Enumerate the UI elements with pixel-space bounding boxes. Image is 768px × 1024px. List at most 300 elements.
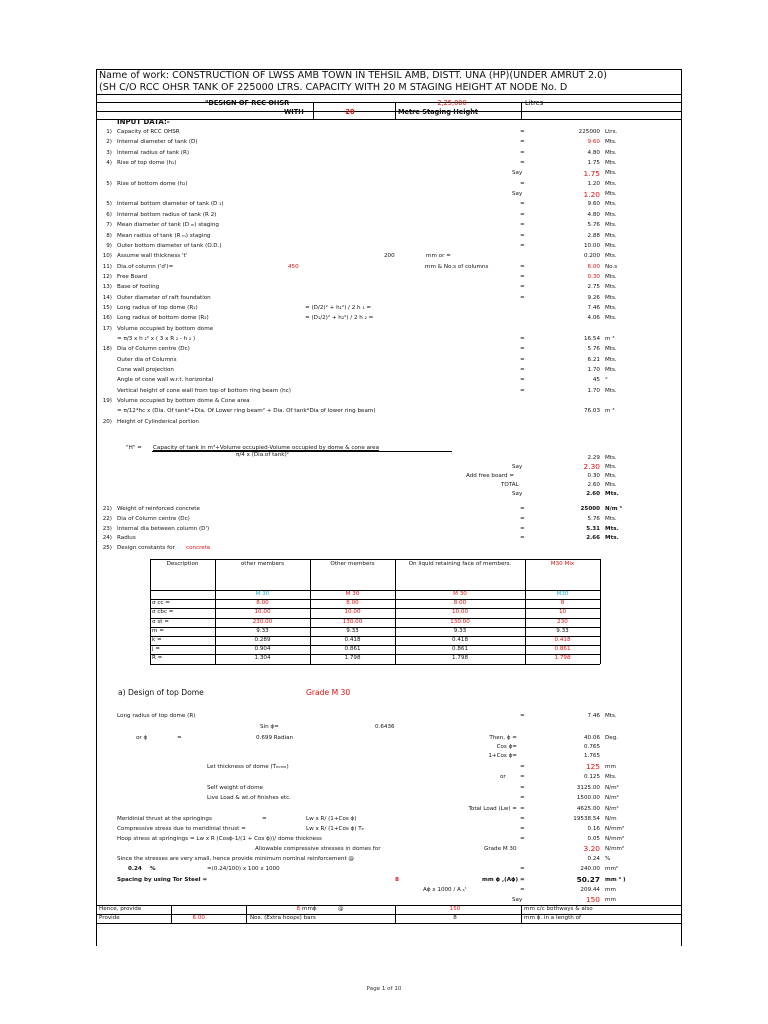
input2-row-2-eq: = [520, 525, 525, 532]
input-row-25-label: Vertical height of cone wall from top of bottom ring beam (hc) [117, 387, 291, 394]
table-grade-cell: M 30 [255, 591, 270, 597]
input-row-25-eq: = [520, 387, 525, 394]
table-cell: 8.00 [256, 600, 269, 607]
input-row-21-no: 18) [102, 346, 112, 353]
input-row-5-value: 1.20 [587, 180, 600, 187]
table-cell: 1.798 [344, 655, 361, 662]
input-row-12-unit: Mts. [605, 253, 617, 260]
table-rule [150, 664, 600, 665]
input-row-26-label: Volume occupied by bottom dome & Cone area [117, 398, 250, 405]
input-row-2-value: 4.80 [587, 149, 600, 156]
table-rule [150, 559, 151, 664]
thickness-value: 125 [585, 762, 600, 771]
h-total: TOTAL [501, 482, 519, 488]
input-row-23-label: Cone wall projection [117, 367, 174, 374]
provide-bars: Nos. (Extra hoops) bars [250, 915, 316, 921]
input-row-7-value: 9.60 [587, 201, 600, 208]
input-row-8-eq: = [520, 211, 525, 218]
input-row-11-no: 9) [106, 242, 112, 249]
self-weight-unit: N/m² [605, 785, 619, 791]
rule [96, 923, 681, 924]
then-value: 40.06 [583, 735, 600, 741]
or-label: or [500, 774, 506, 780]
staging-value: 20 [345, 108, 355, 116]
input2-row-3-eq: = [520, 535, 525, 542]
input-row-20-unit: m ³ [605, 336, 615, 342]
radian-value: 0.699 Radian [256, 735, 294, 741]
long-radius-label: Long radius of top dome (R) [117, 713, 196, 719]
input2-row-0-value: 25000 [580, 506, 600, 512]
input-row-9-value: 5.76 [587, 222, 600, 229]
table-cell: 0.418 [554, 637, 571, 643]
table-header: other members [240, 561, 285, 567]
input-row-9-no: 7) [106, 222, 112, 229]
provide-count: 6.00 [192, 915, 205, 921]
input2-row-1-unit: Mts. [605, 515, 617, 522]
a-value: 209.44 [580, 887, 600, 893]
input-row-27-unit: m ³ [605, 408, 615, 415]
table-cell: 9.33 [346, 627, 359, 634]
thickness-unit: mm [605, 764, 616, 770]
total-load-value: 4625.00 [576, 806, 600, 812]
h-val4: 2.60 [587, 482, 600, 488]
table-header: On liquid retaining face of members. [408, 561, 512, 567]
area-value: 240.00 [580, 866, 600, 872]
input2-row-4-no: 25) [102, 545, 112, 552]
table-header: Other members [330, 561, 375, 567]
table-cell: 130.00 [450, 618, 470, 625]
input-row-7-no: 5) [106, 201, 112, 208]
table-cell: k = [152, 637, 162, 643]
rule [96, 905, 681, 906]
table-cell: 1.798 [451, 655, 468, 662]
input-row-16-value: 9.26 [587, 294, 600, 301]
input2-row-1-label: Dia of Column centre (Dc) [117, 515, 190, 522]
input2-row-4-label: Design constants for [117, 545, 175, 552]
input-row-15-eq: = [520, 284, 525, 291]
rule [96, 102, 681, 103]
allowable-grade: Grade M 30 [484, 846, 517, 852]
input-row-12-label: Assume wall thickness 't' [117, 253, 188, 260]
input-row-1-no: 2) [106, 139, 112, 146]
h-unit3: Mts. [605, 473, 617, 479]
input2-row-0-label: Weight of reinforced concrete [117, 506, 200, 512]
pct-unit: % [150, 866, 156, 872]
input-row-21-unit: Mts. [605, 346, 617, 353]
rule [395, 905, 396, 923]
thickness-m: 0.125 [583, 774, 600, 780]
input-row-23-eq: = [520, 367, 525, 374]
input-row-11-unit: Mts. [605, 242, 617, 249]
input-row-4-value: 1.75 [583, 169, 600, 179]
input-row-28-no: 20) [102, 418, 112, 425]
input-row-11-value: 10.00 [583, 242, 600, 249]
hence-note: mm c/c bothways & also [524, 906, 593, 912]
hence-label: Hence, provide [99, 906, 142, 912]
hoop-unit: N/mm² [605, 836, 625, 842]
rule [521, 905, 522, 923]
input-row-11-eq: = [520, 242, 525, 249]
capacity-value: 2,25,000 [437, 99, 467, 107]
table-cell: 0.861 [554, 646, 571, 653]
h-val3: 0.30 [587, 473, 600, 479]
input-row-2-label: Internal radius of tank (R) [117, 149, 190, 156]
input2-row-1-value: 5.76 [587, 515, 600, 522]
input2-row-3-unit: Mts. [605, 535, 619, 542]
input-row-3-no: 4) [106, 160, 112, 167]
input-row-2-no: 3) [106, 149, 112, 156]
self-weight-value: 3125.00 [576, 785, 600, 791]
table-cell: 9.33 [256, 627, 269, 634]
pct-value: 0.24 [128, 866, 142, 872]
h-val2: 2.30 [583, 462, 600, 471]
input-row-3-value: 1.75 [587, 160, 600, 167]
input-row-12-no: 10) [102, 253, 112, 260]
rule [96, 111, 681, 112]
hoop-value: 0.05 [587, 836, 600, 842]
table-cell: 230.00 [252, 618, 273, 625]
input-row-4-say: Say [512, 170, 523, 177]
table-cell: R = [152, 655, 163, 662]
input-row-24-eq: = [520, 377, 525, 384]
since-value: 0.24 [587, 856, 600, 862]
input-row-13-mid2: mm & No.s of columns [425, 263, 489, 270]
h-say2: Say [512, 491, 523, 497]
input-row-10-label: Mean radius of tank (R ₘ) staging [117, 232, 211, 239]
input-row-21-label: Dia of Column centre (Dc) [117, 346, 190, 353]
input-row-27-value: 76.03 [583, 408, 600, 415]
table-cell: 130.00 [342, 618, 363, 625]
compressive-value: 0.16 [587, 826, 600, 832]
input-row-7-label: Internal bottom diameter of tank (D ₁) [117, 201, 224, 208]
h-numerator: Capacity of tank in m³+Volume occupied-Volume occupied by dome & cone area [153, 445, 380, 451]
sin-label: Sin ϕ= [260, 724, 279, 730]
onecos-value: 1.765 [583, 753, 600, 759]
input-row-9-unit: Mts. [605, 222, 617, 229]
input-row-22-eq: = [520, 356, 525, 363]
hence-mm: mmϕ [302, 906, 317, 912]
input-row-17-formula: = (D/2)² + h₁²) / 2 h ₁ = [305, 304, 372, 311]
input-row-3-label: Rise of top dome (h₁) [117, 160, 177, 167]
input-row-24-label: Angle of cone wall w.r.t. horizontal [117, 377, 214, 384]
input-row-7-eq: = [520, 201, 525, 208]
input-row-15-label: Base of footing [117, 284, 160, 291]
h-val1: 2.29 [587, 455, 600, 461]
table-header: Description [166, 561, 199, 567]
input-row-8-value: 4.80 [587, 211, 600, 218]
input-row-1-label: Internal diameter of tank (D) [117, 139, 198, 146]
dome-grade: Grade M 30 [306, 688, 351, 697]
input-row-17-label: Long radius of top dome (R₁) [117, 304, 198, 311]
input2-row-4-label-red: concrete [186, 545, 211, 552]
spacing-mm: mm ϕ ,(Aϕ) = [482, 877, 525, 883]
input-row-0-eq: = [520, 129, 525, 135]
hence-spacing: 150 [449, 906, 461, 912]
table-cell: 0.418 [344, 637, 361, 643]
input-row-22-value: 6.21 [587, 356, 600, 363]
allowable-unit: N/mm² [605, 846, 625, 852]
input2-row-1-no: 22) [102, 515, 112, 522]
long-radius-unit: Mts. [605, 713, 617, 719]
input-row-5-eq: = [520, 180, 525, 187]
h-unit1: Mts. [605, 455, 617, 461]
input-row-1-unit: Mts. [605, 139, 617, 146]
input-row-16-label: Outer diameter of raft foundation [117, 294, 211, 301]
input-row-17-unit: Mts. [605, 304, 617, 311]
input-row-12-mid2: mm or = [426, 253, 451, 260]
h-unit4: Mts. [605, 482, 617, 488]
table-cell: 10.00 [254, 609, 271, 616]
h-symbol: "H" = [126, 445, 142, 451]
input-row-19-label: Volume occupied by bottom dome [117, 325, 214, 332]
input2-row-0-no: 21) [102, 506, 112, 512]
table-cell: 8 [560, 600, 565, 607]
input-row-24-value: 45 [592, 377, 600, 384]
table-grade-cell: M 30 [453, 591, 467, 597]
table-cell: 230 [557, 618, 568, 625]
rule [395, 102, 396, 119]
input-row-13-eq: = [520, 263, 525, 270]
onecos-label: 1+Cos ϕ= [488, 753, 517, 759]
capacity-unit: Litres [525, 99, 544, 107]
total-load-label: Total Load (Lw) = [468, 806, 517, 812]
rule [521, 102, 522, 119]
input-row-14-label: Free Board [117, 273, 148, 280]
input2-row-2-label: Internal dia between column (D') [117, 525, 210, 532]
input-row-13-no: 11) [102, 263, 112, 270]
provide-note: mm ϕ. in a length of [524, 915, 582, 921]
say-unit: mm [605, 897, 616, 903]
input-row-6-value: 1.20 [583, 190, 600, 200]
input-row-3-unit: Mts. [605, 160, 617, 167]
provide-dia: 8 [453, 915, 457, 921]
since-unit: % [605, 856, 611, 862]
input-row-20-value: 16.54 [583, 336, 600, 342]
input2-row-0-eq: = [520, 506, 525, 512]
area-unit: mm² [605, 866, 619, 872]
input-row-13-unit: No.s [605, 263, 618, 270]
meridional-unit: N/m [605, 816, 617, 822]
input2-row-1-eq: = [520, 515, 525, 522]
input-row-4-unit: Mts. [605, 170, 617, 177]
compressive-label: Compressive stress due to meridinial thrust = [117, 826, 246, 832]
h-free-board: Add free board = [466, 473, 515, 479]
meridional-formula: Lw x R/ (1+Cos ϕ) [306, 816, 357, 822]
input-row-23-value: 1.70 [587, 367, 600, 374]
table-cell: σ st = [152, 618, 169, 625]
rule [246, 905, 247, 923]
input-row-5-label: Rise of bottom dome (h₂) [117, 180, 188, 187]
input2-row-2-value: 5.31 [586, 525, 600, 532]
live-load-unit: N/m² [605, 795, 619, 801]
input-row-5-no: 5) [106, 180, 112, 187]
input-row-11-label: Outer bottom diameter of tank (O.D.) [117, 242, 222, 249]
table-cell: j = [152, 646, 161, 653]
table-cell: 9.33 [556, 627, 569, 634]
table-cell: σ cbc = [152, 609, 174, 616]
input-row-0-value: 225000 [578, 129, 600, 135]
input-row-18-unit: Mts. [605, 315, 617, 322]
input-row-18-formula: = (D₁/2)² + h₂²) / 2 h ₂ = [305, 315, 374, 322]
hence-dia: 8 [296, 906, 300, 912]
input-row-16-unit: Mts. [605, 294, 617, 301]
input-row-19-no: 17) [102, 325, 112, 332]
input-row-17-value: 7.46 [587, 304, 600, 311]
table-cell: σ cc = [152, 600, 170, 607]
input-row-10-value: 2.88 [587, 232, 600, 239]
then-unit: Deg. [605, 735, 619, 741]
input-row-10-no: 8) [106, 232, 112, 239]
dome-title: a) Design of top Dome [118, 688, 204, 697]
input-row-22-label: Outer dia of Columns [117, 356, 177, 363]
with-label: WITH [284, 108, 304, 116]
cos-label: Cos ϕ= [496, 744, 517, 750]
table-cell: 0.861 [451, 646, 468, 653]
input-row-13-mid: 450 [288, 263, 299, 270]
hoop-label: Hoop stress at springings = Lw x R (Cosϕ-1/(1 + Cos ϕ))/ dome thickness [117, 836, 322, 842]
spacing-area-unit: mm ² ) [605, 877, 626, 883]
header-line-2: (SH C/O RCC OHSR TANK OF 225000 LTRS. CAPACITY WITH 20 M STAGING HEIGHT AT NODE No. D [99, 82, 568, 93]
h-unit5: Mts. [605, 491, 619, 497]
cos-value: 0.765 [583, 744, 600, 750]
meridional-value: 19538.54 [573, 816, 600, 822]
staging-label: Metre Staging Height [398, 108, 479, 116]
h-unit2: Mts. [605, 464, 617, 470]
input-row-22-unit: Mts. [605, 356, 617, 363]
table-cell: 0.418 [451, 637, 468, 643]
table-rule [150, 559, 600, 560]
live-load-value: 1500.00 [576, 795, 600, 801]
input2-row-3-no: 24) [102, 535, 112, 542]
table-cell: m = [152, 627, 164, 634]
input-row-18-label: Long radius of bottom dome (R₂) [117, 315, 209, 322]
input-row-16-no: 14) [102, 294, 112, 301]
table-grade-cell: M30 [556, 591, 569, 597]
table-cell: 8.00 [453, 600, 467, 607]
or-phi-label: or ϕ [136, 735, 148, 741]
input-row-8-no: 6) [106, 211, 112, 218]
spacing-label: Spacing by using Tor Steel = [117, 877, 208, 883]
page-footer: Page 1 of 10 [366, 986, 402, 992]
input-row-1-eq: = [520, 139, 525, 146]
input-row-0-unit: Ltrs. [605, 129, 618, 135]
long-radius-value: 7.46 [587, 713, 600, 719]
a-formula: Aϕ x 1000 / A ₛᵗ [423, 887, 467, 893]
input-row-25-unit: Mts. [605, 387, 617, 394]
table-cell: 0.861 [344, 646, 361, 653]
provide-label: Provide [99, 915, 120, 921]
input-row-13-value: 6.00 [587, 263, 600, 270]
input2-row-3-value: 2.66 [586, 535, 600, 542]
input-row-2-eq: = [520, 149, 525, 156]
table-cell: 1.304 [254, 655, 271, 662]
table-grade-cell: M 30 [345, 591, 360, 597]
input2-row-3-label: Radius [117, 535, 136, 542]
input-row-14-value: 0.30 [587, 273, 600, 280]
input2-row-2-unit: Mts. [605, 525, 619, 532]
input-row-26-no: 19) [102, 398, 112, 405]
allowable-label: Allowable compressive stresses in domes for [255, 846, 381, 852]
live-load-label: Live Load & wt.of finishes etc. [207, 795, 291, 801]
compressive-formula: Lw x R/ (1+Cos ϕ) Tₑ [306, 826, 364, 832]
meridional-label: Meridinial thrust at the springings [117, 816, 212, 822]
h-val5: 2.60 [586, 491, 600, 497]
header-line-1: Name of work: CONSTRUCTION OF LWSS AMB TOWN IN TEHSIL AMB, DISTT. UNA (HP)(UNDER AMRUT 2.0) [99, 70, 607, 81]
input-row-7-unit: Mts. [605, 201, 617, 208]
input-row-27-label: = π/12*hc x (Dia. Of tank²+Dia. Of Lower ring beam² + Dia. Of tank*Dia of lower ring beam) [117, 408, 376, 415]
spacing-area: 50.27 [576, 875, 600, 884]
input-row-15-unit: Mts. [605, 284, 617, 291]
input-row-14-eq: = [520, 273, 525, 280]
input-row-8-unit: Mts. [605, 211, 617, 218]
input-row-1-value: 9.60 [587, 139, 600, 146]
pct-formula: =(0.24/100) x 100 x 1000 [207, 866, 280, 872]
input-row-2-unit: Mts. [605, 149, 617, 156]
allowable-value: 3.20 [583, 844, 600, 853]
hence-at: @ [338, 906, 344, 912]
input-row-9-label: Mean diameter of tank (D ₘ) staging [117, 222, 219, 229]
total-load-unit: N/m² [605, 806, 619, 812]
input-row-15-value: 2.75 [587, 284, 600, 291]
input-row-17-no: 15) [102, 304, 112, 311]
input-row-10-unit: Mts. [605, 232, 617, 239]
input-row-15-no: 13) [102, 284, 112, 291]
input-row-21-eq: = [520, 346, 525, 353]
input-row-8-label: Internal bottom radius of tank (R 2) [117, 211, 217, 218]
input-row-21-value: 5.76 [587, 346, 600, 353]
a-unit: mm [605, 887, 616, 893]
input-row-6-say: Say [512, 191, 523, 198]
table-cell: 1.798 [554, 655, 571, 662]
rule [96, 94, 681, 95]
table-header: M30 Mix [550, 561, 575, 567]
input-row-24-unit: ° [605, 377, 608, 384]
input-row-3-eq: = [520, 160, 525, 167]
input-row-0-label: Capacity of RCC OHSR [117, 129, 180, 135]
table-cell: 10.00 [344, 609, 361, 616]
input-row-5-unit: Mts. [605, 180, 617, 187]
input-row-14-no: 12) [102, 273, 112, 280]
fraction-bar [152, 451, 452, 452]
input-row-25-value: 1.70 [587, 387, 600, 394]
table-cell: 8.00 [346, 600, 359, 607]
rule [313, 102, 314, 119]
table-cell: 0.904 [254, 646, 271, 653]
input-row-10-eq: = [520, 232, 525, 239]
input-row-18-value: 4.06 [587, 315, 600, 322]
sin-value: 0.6436 [375, 724, 395, 730]
input2-row-0-unit: N/m ³ [605, 506, 622, 512]
table-rule [600, 559, 601, 664]
table-cell: 10 [558, 609, 567, 616]
then-label: Then, ϕ = [489, 735, 517, 741]
self-weight-label: Self weight of dome [207, 785, 263, 791]
thickness-label: Let thickness of dome (Tₑₒₘₑ) [207, 764, 289, 770]
since-label: Since the stresses are very small, hence provide minimum nominal reinforcement @ [117, 856, 355, 862]
rule [171, 905, 172, 923]
table-cell: 0.289 [254, 637, 271, 643]
design-label: "DESIGN OF RCC OHSR [205, 99, 290, 107]
h-say: Say [512, 464, 523, 470]
input-row-12-value: 0.200 [583, 253, 600, 260]
input-row-0-no: 1) [106, 129, 112, 135]
input-row-9-eq: = [520, 222, 525, 229]
compressive-unit: N/mm² [605, 826, 625, 832]
h-denominator: π/4 x (Dia.of tank)² [236, 452, 289, 458]
input-row-23-unit: Mts. [605, 367, 617, 374]
spacing-dia: 8 [395, 877, 399, 883]
input2-row-2-no: 23) [102, 525, 112, 532]
